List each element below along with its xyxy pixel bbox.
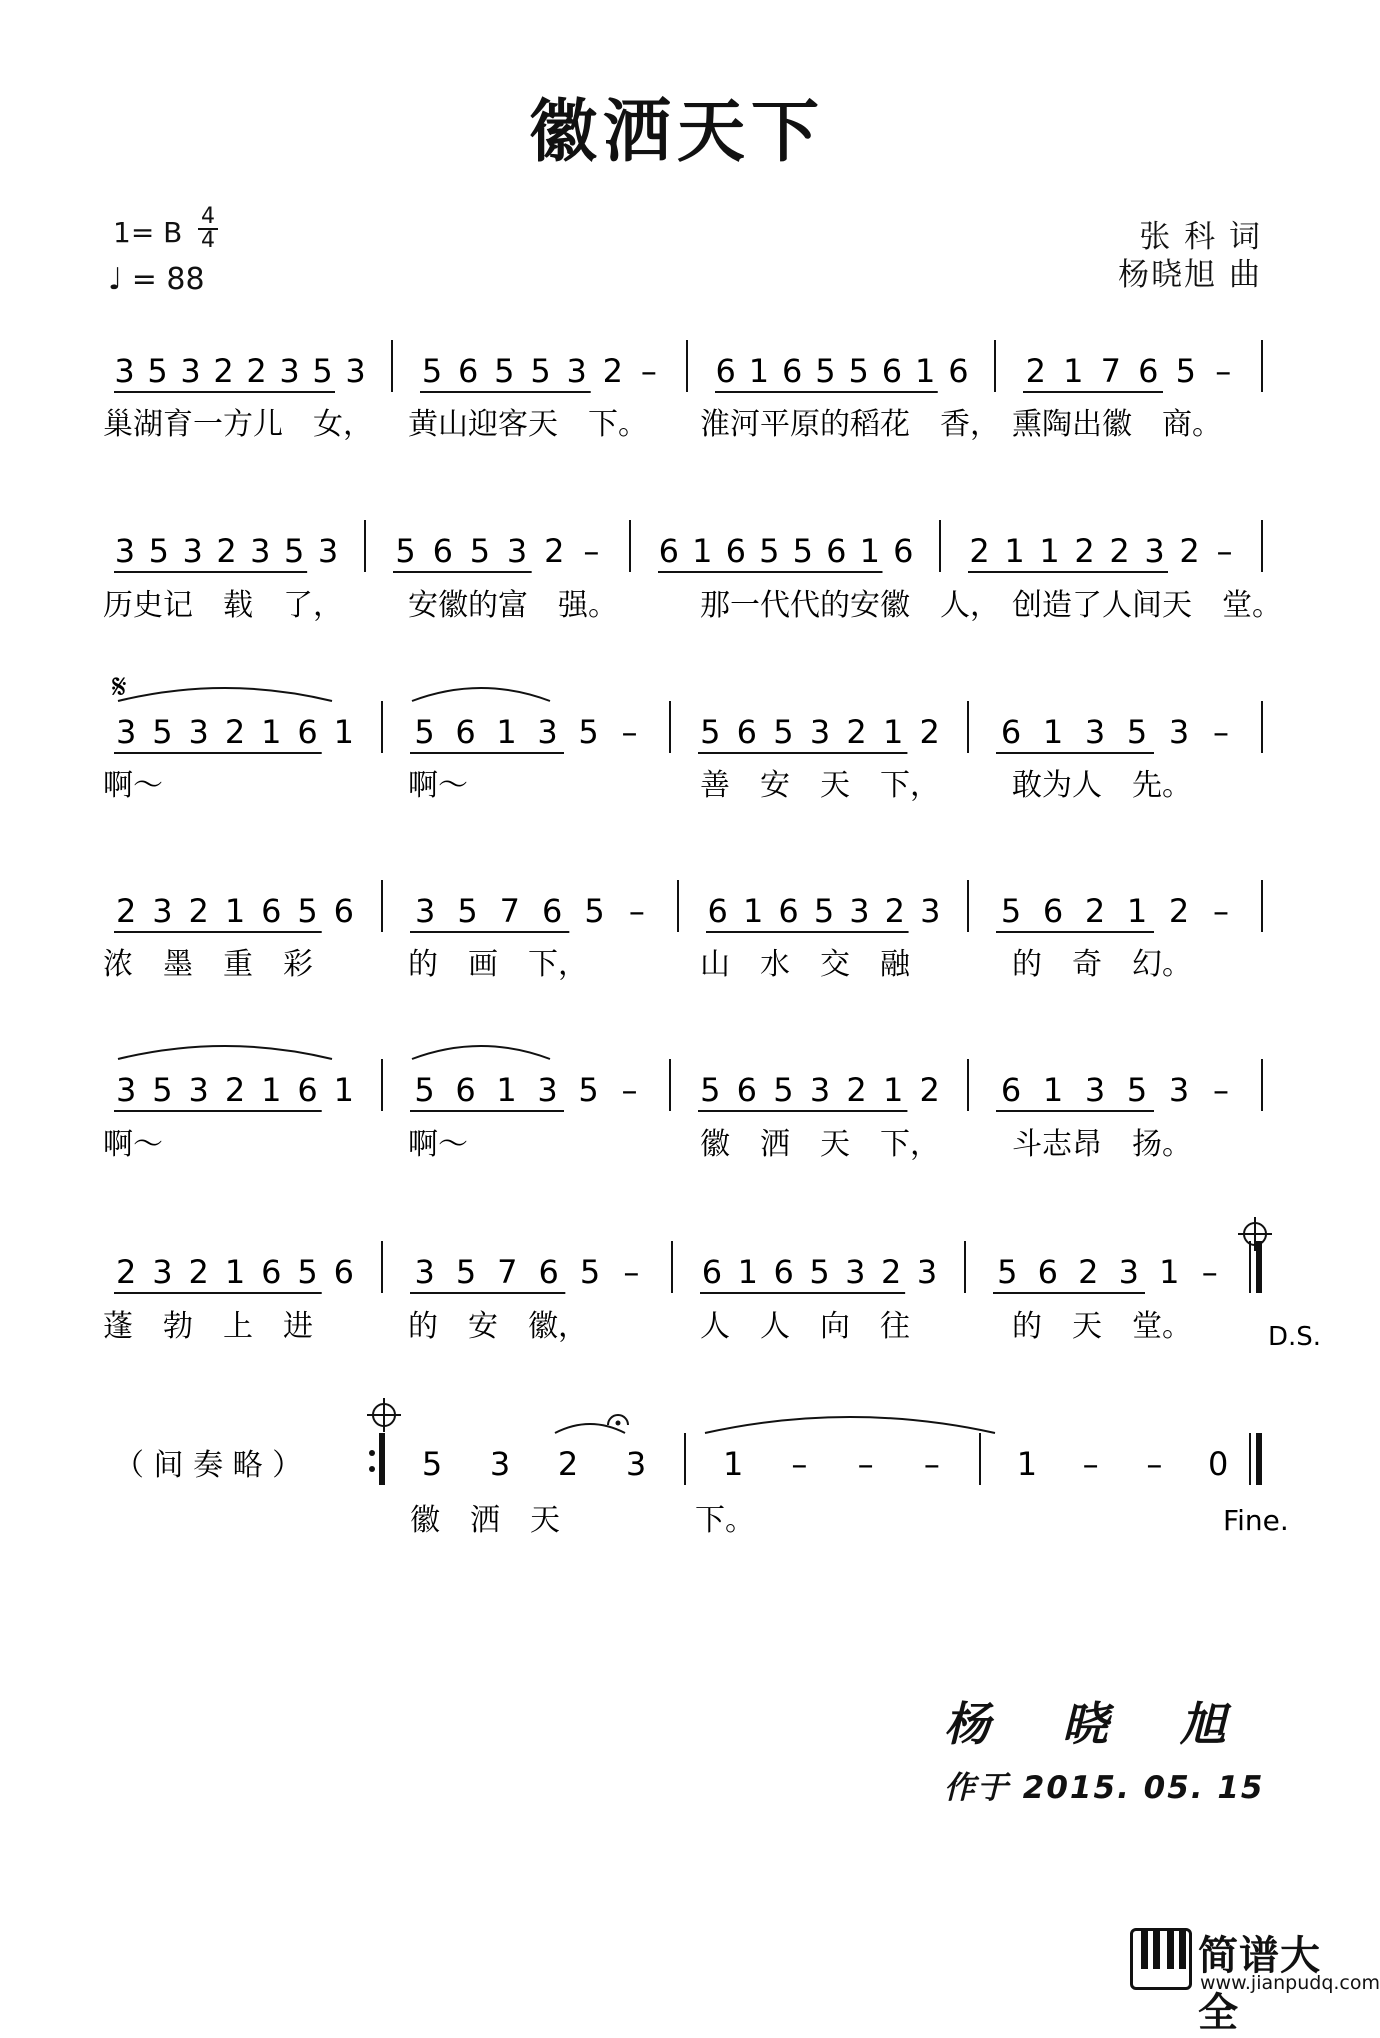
- note: 3: [250, 532, 271, 570]
- song-title: 徽洒天下: [528, 93, 825, 172]
- lyric-line: 历史记 载 了，: [103, 588, 343, 623]
- note: 3: [188, 713, 209, 751]
- dash-note: –: [1213, 713, 1229, 751]
- note: 3: [489, 1445, 511, 1483]
- note: 1: [1004, 532, 1025, 570]
- note: 2: [216, 532, 237, 570]
- note: 2: [224, 1071, 246, 1109]
- note: 5: [584, 892, 605, 930]
- note: 5: [1000, 892, 1022, 930]
- note: 7: [497, 1253, 518, 1291]
- dash-note: –: [923, 1445, 940, 1483]
- note: 6: [725, 532, 746, 570]
- dash-note: –: [1146, 1445, 1163, 1483]
- slur: [705, 1417, 995, 1433]
- note: 1: [748, 352, 770, 390]
- note: 3: [182, 532, 203, 570]
- note: 6: [778, 892, 799, 930]
- note: 5: [578, 713, 599, 751]
- note: 3: [809, 713, 831, 751]
- note: 6: [432, 532, 453, 570]
- lyric-line: 人 人 向 往: [700, 1309, 910, 1344]
- note: 5: [152, 713, 173, 751]
- note: 3: [1168, 713, 1190, 751]
- repeat-dot: [369, 1450, 375, 1456]
- composer: 杨晓旭 曲: [1118, 257, 1262, 293]
- note: 3: [180, 352, 201, 390]
- note: 6: [881, 352, 903, 390]
- interlude-label: （ 间 奏 略 ）: [114, 1448, 303, 1483]
- note: 1: [224, 1253, 246, 1291]
- note: 3: [506, 532, 528, 570]
- note: 2: [213, 352, 234, 390]
- note: 3: [115, 713, 137, 751]
- lyric-line: 蓬 勃 上 进: [103, 1309, 313, 1344]
- watermark-logo: [1130, 1922, 1380, 2036]
- note: 7: [1100, 352, 1121, 390]
- lyric-line: 创造了人间天 堂。: [1012, 588, 1282, 623]
- note: 3: [920, 892, 941, 930]
- note: 6: [297, 713, 318, 751]
- segno-mark: 𝄋: [112, 667, 127, 707]
- note: 5: [813, 892, 835, 930]
- note: 2: [115, 892, 137, 930]
- fine-mark: Fine.: [1223, 1504, 1289, 1537]
- note: 5: [494, 352, 515, 390]
- note: 6: [736, 1071, 758, 1109]
- lyric-line: 的 安 徽，: [408, 1309, 588, 1344]
- note: 2: [846, 1071, 867, 1109]
- repeat-dot: [369, 1466, 375, 1472]
- dash-note: –: [640, 352, 657, 390]
- note: 1: [496, 1071, 517, 1109]
- note: 5: [759, 532, 780, 570]
- note: 3: [1168, 1071, 1190, 1109]
- note: 2: [557, 1445, 579, 1483]
- note: 5: [773, 1071, 794, 1109]
- tempo-value: = 88: [131, 262, 205, 297]
- dash-note: –: [628, 892, 645, 930]
- note: 3: [152, 892, 173, 930]
- lyric-line: 黄山迎客天 下。: [408, 407, 648, 442]
- note: 5: [1126, 1071, 1148, 1109]
- note: 5: [700, 1071, 721, 1109]
- dash-note: –: [1215, 352, 1232, 390]
- lyric-line: 的 画 下，: [408, 947, 588, 982]
- note: 1: [1016, 1445, 1038, 1483]
- dash-note: –: [583, 532, 600, 570]
- note: 6: [541, 892, 563, 930]
- dash-note: –: [1201, 1253, 1218, 1291]
- note: 3: [1084, 713, 1106, 751]
- note: 2: [224, 713, 246, 751]
- lyric-line: 啊～: [103, 768, 163, 803]
- dash-note: –: [791, 1445, 808, 1483]
- note: 6: [1138, 352, 1159, 390]
- lyric-line: 敢为人 先。: [1012, 768, 1192, 803]
- note: 5: [284, 532, 305, 570]
- note: 6: [261, 1253, 282, 1291]
- note: 2: [188, 1253, 209, 1291]
- note: 5: [455, 1253, 477, 1291]
- note: 3: [845, 1253, 866, 1291]
- lyric-line: 啊～: [103, 1127, 163, 1162]
- note: 3: [345, 352, 366, 390]
- slur: [412, 688, 550, 701]
- lyricist: 张 科 词: [1139, 219, 1262, 255]
- note: 5: [469, 532, 491, 570]
- lyric-line: 安徽的富 强。: [408, 588, 618, 623]
- note: 6: [1037, 1253, 1058, 1291]
- note: 1: [1039, 532, 1060, 570]
- note: 5: [700, 713, 721, 751]
- note: 6: [1000, 713, 1022, 751]
- note: 6: [736, 713, 758, 751]
- quarter-note-icon: ♩: [108, 262, 123, 297]
- note: 6: [773, 1253, 794, 1291]
- note: 5: [579, 1253, 601, 1291]
- lyric-line: 啊～: [408, 768, 468, 803]
- note: 1: [261, 1071, 282, 1109]
- note: 6: [1042, 892, 1064, 930]
- note: 2: [246, 352, 267, 390]
- note: 2: [919, 713, 940, 751]
- note: 7: [499, 892, 521, 930]
- note: 1: [1042, 713, 1064, 751]
- note: 2: [602, 352, 623, 390]
- note: 6: [455, 713, 476, 751]
- note: 6: [261, 892, 282, 930]
- coda-lyric: 下。: [695, 1503, 755, 1538]
- lyric-line: 斗志昂 扬。: [1012, 1127, 1192, 1162]
- dash-note: –: [623, 1253, 640, 1291]
- note: 5: [148, 532, 169, 570]
- note: 1: [333, 1071, 355, 1109]
- note: 2: [1109, 532, 1130, 570]
- lyric-line: 淮河平原的稻花 香，: [700, 407, 1000, 442]
- signature-date: 作于 2015. 05. 15: [944, 1770, 1265, 1806]
- note: 1: [692, 532, 713, 570]
- note: 5: [809, 1253, 830, 1291]
- note: 1: [333, 713, 355, 751]
- lyric-line: 山 水 交 融: [700, 947, 910, 982]
- signature-name: 杨 晓 旭: [944, 1697, 1255, 1751]
- dash-note: –: [621, 713, 638, 751]
- note: 3: [317, 532, 339, 570]
- note: 5: [414, 713, 435, 751]
- dash-note: –: [621, 1071, 638, 1109]
- note: 2: [1078, 1253, 1099, 1291]
- note: 6: [458, 352, 479, 390]
- note: 6: [826, 532, 847, 570]
- note: 3: [414, 1253, 435, 1291]
- note: 5: [1175, 352, 1196, 390]
- note: 2: [846, 713, 867, 751]
- time-signature-numerator: 4: [201, 204, 215, 229]
- note: 3: [114, 532, 136, 570]
- note: 1: [1042, 1071, 1064, 1109]
- slur: [555, 1424, 625, 1433]
- piano-keys-icon: [1130, 1928, 1192, 1990]
- note: 6: [455, 1071, 476, 1109]
- slur: [412, 1046, 550, 1059]
- note: 5: [997, 1253, 1018, 1291]
- note: 1: [742, 892, 764, 930]
- note: 1: [1159, 1253, 1180, 1291]
- note: 3: [849, 892, 870, 930]
- note: 2: [188, 892, 209, 930]
- lyric-line: 的 天 堂。: [1012, 1309, 1192, 1344]
- note: 3: [188, 1071, 209, 1109]
- note: 2: [1074, 532, 1095, 570]
- note: 6: [658, 532, 679, 570]
- lyric-line: 巢湖育一方儿 女，: [103, 407, 373, 442]
- note: 3: [566, 352, 587, 390]
- note: 0: [1207, 1445, 1229, 1483]
- lyric-line: 善 安 天 下，: [700, 768, 940, 803]
- note: 2: [919, 1071, 940, 1109]
- lyric-line: 浓 墨 重 彩: [103, 947, 313, 982]
- note: 5: [421, 1445, 443, 1483]
- note: 1: [737, 1253, 758, 1291]
- note: 3: [625, 1445, 647, 1483]
- note: 2: [544, 532, 565, 570]
- dash-note: –: [1082, 1445, 1099, 1483]
- note: 1: [1063, 352, 1084, 390]
- time-signature-denominator: 4: [201, 228, 215, 253]
- note: 5: [773, 713, 794, 751]
- note: 3: [1084, 1071, 1106, 1109]
- note: 2: [1084, 892, 1106, 930]
- note: 6: [893, 532, 914, 570]
- note: 2: [881, 1253, 902, 1291]
- note: 6: [948, 352, 969, 390]
- lyric-line: 啊～: [408, 1127, 468, 1162]
- lyric-line: 那一代代的安徽 人，: [700, 588, 1000, 623]
- fermata-dot: [616, 1421, 621, 1426]
- ds-mark: D.S.: [1268, 1322, 1322, 1352]
- note: 3: [279, 352, 300, 390]
- note: 5: [414, 1071, 435, 1109]
- note: 1: [224, 892, 246, 930]
- key-signature: 1= B: [113, 216, 183, 249]
- note: 5: [848, 352, 869, 390]
- note: 6: [701, 1253, 723, 1291]
- lyric-line: 熏陶出徽 商。: [1012, 407, 1222, 442]
- note: 5: [312, 352, 333, 390]
- note: 6: [707, 892, 728, 930]
- note: 5: [578, 1071, 599, 1109]
- note: 2: [1025, 352, 1046, 390]
- note: 1: [859, 532, 880, 570]
- note: 1: [1126, 892, 1148, 930]
- note: 6: [781, 352, 803, 390]
- dash-note: –: [857, 1445, 874, 1483]
- note: 6: [333, 1253, 355, 1291]
- dash-note: –: [1213, 892, 1229, 930]
- note: 5: [792, 532, 813, 570]
- note: 1: [496, 713, 517, 751]
- lyric-line: 的 奇 幻。: [1012, 947, 1192, 982]
- note: 3: [537, 713, 558, 751]
- watermark-name: 简谱大全: [1198, 1933, 1321, 2036]
- note: 1: [914, 352, 936, 390]
- note: 3: [114, 352, 135, 390]
- note: 3: [152, 1253, 173, 1291]
- lyric-line: 徽 洒 天 下，: [700, 1127, 940, 1162]
- note: 5: [530, 352, 551, 390]
- note: 5: [297, 892, 318, 930]
- note: 3: [414, 892, 436, 930]
- note: 1: [882, 1071, 904, 1109]
- note: 1: [722, 1445, 744, 1483]
- slur: [118, 1046, 332, 1059]
- note: 2: [1179, 532, 1200, 570]
- note: 5: [815, 352, 836, 390]
- slur: [118, 688, 332, 701]
- note: 5: [421, 352, 443, 390]
- note: 6: [715, 352, 736, 390]
- note: 2: [884, 892, 906, 930]
- note: 5: [297, 1253, 318, 1291]
- note: 5: [1126, 713, 1148, 751]
- note: 6: [297, 1071, 318, 1109]
- watermark-url: www.jianpudq.com: [1200, 1972, 1380, 1994]
- note: 3: [1118, 1253, 1139, 1291]
- note: 3: [1144, 532, 1165, 570]
- note: 1: [882, 713, 904, 751]
- note: 2: [969, 532, 990, 570]
- note: 5: [395, 532, 416, 570]
- note: 3: [115, 1071, 137, 1109]
- dash-note: –: [1213, 1071, 1229, 1109]
- note: 3: [916, 1253, 938, 1291]
- note: 6: [333, 892, 355, 930]
- note: 3: [537, 1071, 558, 1109]
- coda-lyric: 徽 洒 天: [410, 1503, 560, 1538]
- note: 1: [261, 713, 282, 751]
- note: 3: [809, 1071, 831, 1109]
- note: 5: [457, 892, 478, 930]
- note: 2: [1168, 892, 1190, 930]
- note: 2: [115, 1253, 137, 1291]
- note: 5: [147, 352, 168, 390]
- note: 6: [1000, 1071, 1022, 1109]
- dash-note: –: [1216, 532, 1233, 570]
- note: 5: [152, 1071, 173, 1109]
- note: 6: [538, 1253, 559, 1291]
